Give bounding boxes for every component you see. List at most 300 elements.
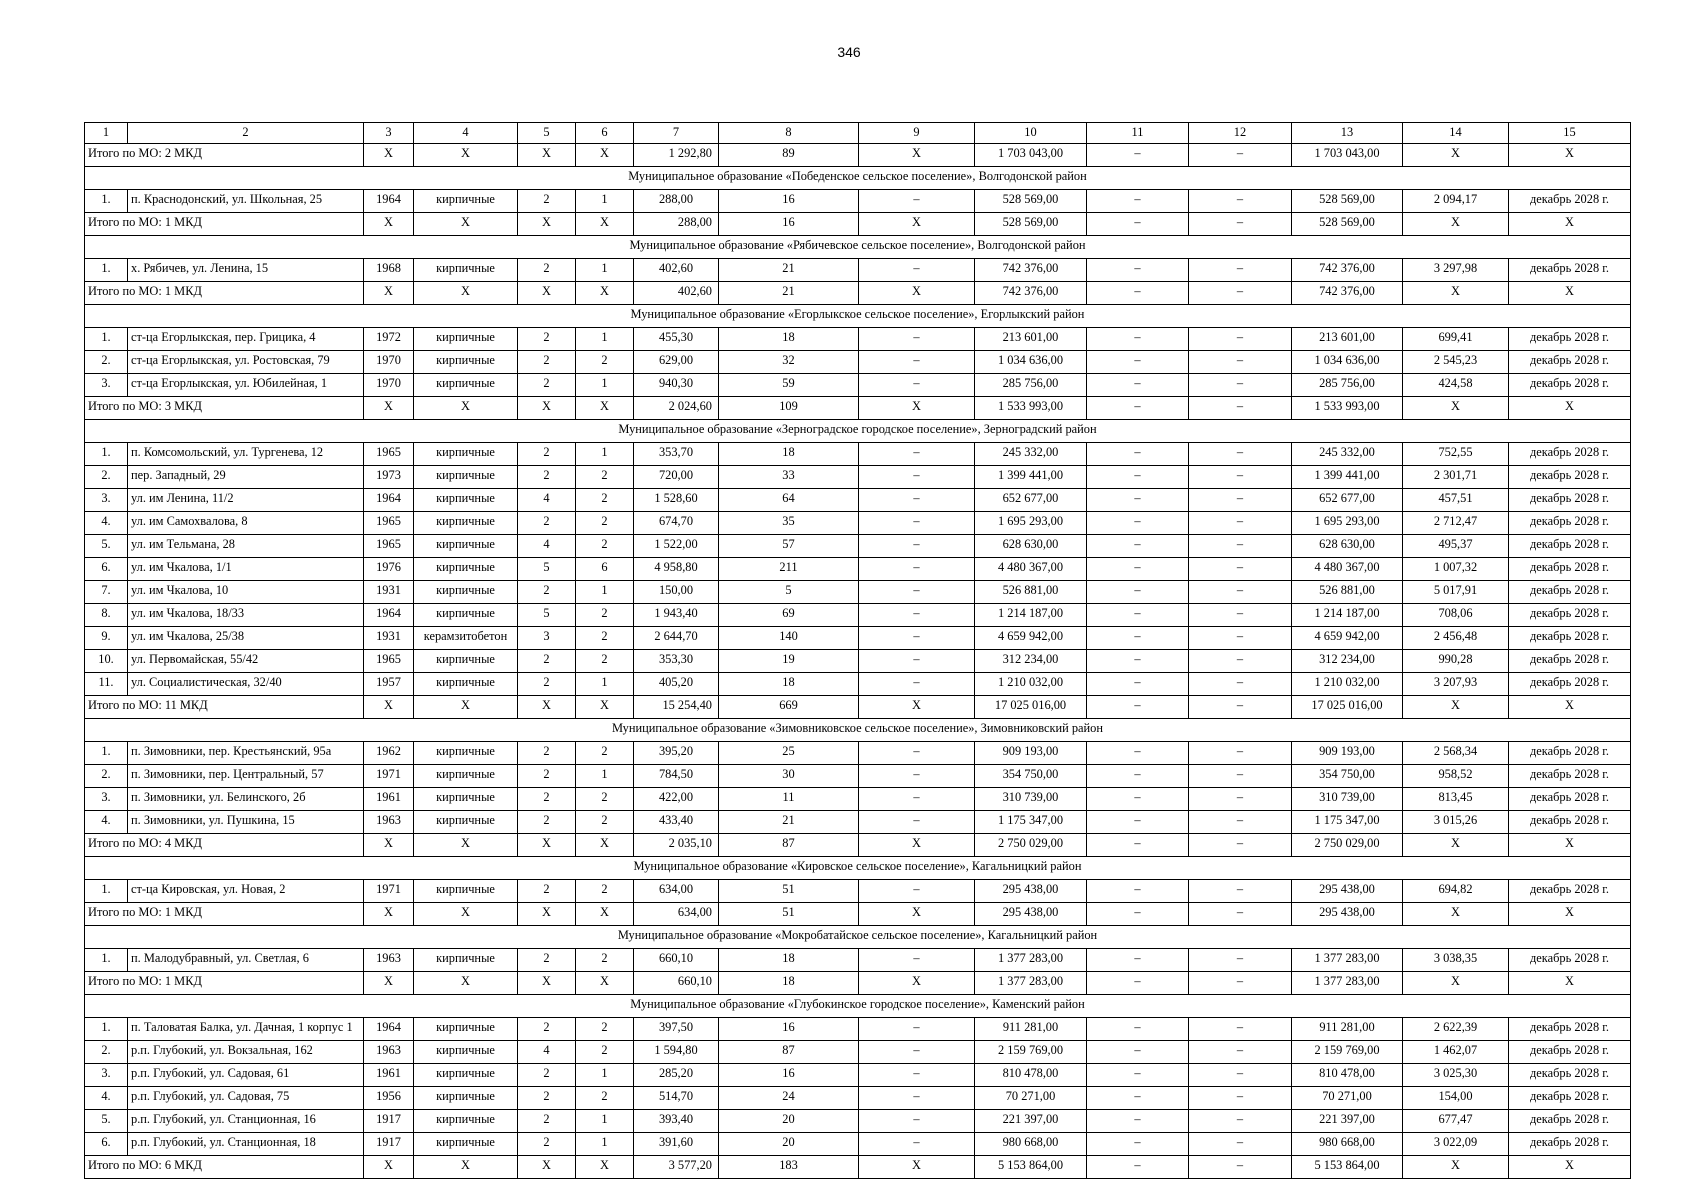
page-number: 346: [837, 44, 861, 60]
table-cell: 1.: [85, 328, 128, 351]
total-cell: X: [576, 282, 634, 305]
table-cell: –: [1189, 880, 1292, 903]
total-label: Итого по МО: 1 МКД: [85, 972, 364, 995]
table-cell: 5 017,91: [1403, 581, 1509, 604]
total-cell: 1 292,80: [634, 144, 719, 167]
table-cell: 2 622,39: [1403, 1018, 1509, 1041]
table-cell: 1963: [364, 811, 414, 834]
total-cell: 109: [719, 397, 859, 420]
table-cell: –: [1189, 1110, 1292, 1133]
total-cell: 5 153 864,00: [975, 1156, 1087, 1179]
table-cell: 1.: [85, 880, 128, 903]
table-cell: 5: [518, 604, 576, 627]
table-header-row: [85, 123, 1631, 144]
table-cell: –: [1087, 1041, 1189, 1064]
table-cell: 2: [518, 1110, 576, 1133]
table-cell: декабрь 2028 г.: [1509, 627, 1631, 650]
table-cell: декабрь 2028 г.: [1509, 604, 1631, 627]
table-cell: 1: [576, 1064, 634, 1087]
total-cell: X: [414, 972, 518, 995]
total-cell: X: [859, 213, 975, 236]
table-cell: –: [859, 765, 975, 788]
table-cell: 87: [719, 1041, 859, 1064]
table-cell: 1917: [364, 1133, 414, 1156]
table-cell: –: [1087, 558, 1189, 581]
address-cell: р.п. Глубокий, ул. Станционная, 18: [128, 1133, 364, 1156]
region-row: [85, 305, 1631, 328]
total-row: [85, 972, 1631, 995]
table-cell: 1 214 187,00: [975, 604, 1087, 627]
table-cell: 652 677,00: [1292, 489, 1403, 512]
table-cell: 2 094,17: [1403, 190, 1509, 213]
table-cell: 18: [719, 673, 859, 696]
table-cell: 245 332,00: [1292, 443, 1403, 466]
table-cell: кирпичные: [414, 1041, 518, 1064]
table-cell: декабрь 2028 г.: [1509, 535, 1631, 558]
table-cell: 312 234,00: [975, 650, 1087, 673]
address-cell: ст-ца Егорлыкская, ул. Юбилейная, 1: [128, 374, 364, 397]
total-cell: 1 703 043,00: [975, 144, 1087, 167]
table-cell: –: [1087, 466, 1189, 489]
address-cell: п. Зимовники, ул. Пушкина, 15: [128, 811, 364, 834]
table-cell: 405,20: [634, 673, 719, 696]
address-cell: п. Таловатая Балка, ул. Дачная, 1 корпус 1: [128, 1018, 364, 1041]
table-cell: кирпичные: [414, 512, 518, 535]
table-cell: –: [1087, 512, 1189, 535]
total-cell: X: [859, 397, 975, 420]
table-cell: 1: [576, 374, 634, 397]
region-heading: Муниципальное образование «Победенское сельское поселение», Волгодонской район: [85, 167, 1631, 190]
total-cell: 669: [719, 696, 859, 719]
total-cell: X: [576, 903, 634, 926]
table-cell: 6.: [85, 1133, 128, 1156]
table-cell: 1970: [364, 374, 414, 397]
table-cell: –: [1189, 604, 1292, 627]
total-cell: X: [518, 397, 576, 420]
total-label: Итого по МО: 11 МКД: [85, 696, 364, 719]
table-cell: –: [1087, 489, 1189, 512]
table-cell: декабрь 2028 г.: [1509, 512, 1631, 535]
address-cell: ул. им Чкалова, 25/38: [128, 627, 364, 650]
table-cell: 2: [576, 627, 634, 650]
table-cell: –: [859, 512, 975, 535]
table-cell: 3 022,09: [1403, 1133, 1509, 1156]
total-cell: 295 438,00: [975, 903, 1087, 926]
table-cell: 1: [576, 190, 634, 213]
table-cell: –: [1189, 1064, 1292, 1087]
header-cell: 14: [1403, 123, 1509, 144]
table-cell: 4 659 942,00: [975, 627, 1087, 650]
table-cell: декабрь 2028 г.: [1509, 742, 1631, 765]
table-cell: 1 399 441,00: [1292, 466, 1403, 489]
total-cell: X: [1509, 144, 1631, 167]
table-cell: –: [1087, 604, 1189, 627]
table-cell: –: [1087, 765, 1189, 788]
table-cell: 1 377 283,00: [975, 949, 1087, 972]
total-cell: X: [859, 144, 975, 167]
table-cell: 2: [518, 443, 576, 466]
table-cell: 1965: [364, 650, 414, 673]
header-cell: 7: [634, 123, 719, 144]
total-row: [85, 397, 1631, 420]
total-cell: X: [414, 1156, 518, 1179]
address-cell: р.п. Глубокий, ул. Садовая, 75: [128, 1087, 364, 1110]
table-cell: 2: [518, 788, 576, 811]
table-cell: 2 568,34: [1403, 742, 1509, 765]
table-cell: 1963: [364, 1041, 414, 1064]
table-cell: 5: [719, 581, 859, 604]
table-cell: декабрь 2028 г.: [1509, 650, 1631, 673]
total-cell: 288,00: [634, 213, 719, 236]
table-cell: 391,60: [634, 1133, 719, 1156]
table-cell: 69: [719, 604, 859, 627]
table-cell: 1 007,32: [1403, 558, 1509, 581]
region-row: [85, 926, 1631, 949]
table-cell: 354 750,00: [1292, 765, 1403, 788]
table-cell: декабрь 2028 г.: [1509, 949, 1631, 972]
region-heading: Муниципальное образование «Зимовниковское сельское поселение», Зимовниковский район: [85, 719, 1631, 742]
table-cell: 2: [576, 351, 634, 374]
table-cell: 2 644,70: [634, 627, 719, 650]
table-cell: 6.: [85, 558, 128, 581]
table-cell: 2: [518, 581, 576, 604]
table-cell: кирпичные: [414, 1110, 518, 1133]
total-label: Итого по МО: 6 МКД: [85, 1156, 364, 1179]
table-cell: 57: [719, 535, 859, 558]
table-cell: 7.: [85, 581, 128, 604]
table-cell: 25: [719, 742, 859, 765]
address-cell: ул. им Чкалова, 10: [128, 581, 364, 604]
table-cell: кирпичные: [414, 765, 518, 788]
table-cell: –: [1087, 443, 1189, 466]
total-cell: X: [576, 972, 634, 995]
total-cell: X: [1509, 834, 1631, 857]
table-cell: 2: [518, 949, 576, 972]
table-cell: 2.: [85, 1041, 128, 1064]
total-row: [85, 213, 1631, 236]
table-cell: 5.: [85, 1110, 128, 1133]
table-cell: 652 677,00: [975, 489, 1087, 512]
table-cell: 1: [576, 443, 634, 466]
table-cell: 32: [719, 351, 859, 374]
region-row: [85, 236, 1631, 259]
table-cell: 4: [518, 489, 576, 512]
total-cell: X: [364, 144, 414, 167]
address-cell: ст-ца Егорлыкская, пер. Грицика, 4: [128, 328, 364, 351]
table-cell: 1 522,00: [634, 535, 719, 558]
table-cell: 742 376,00: [1292, 259, 1403, 282]
table-cell: 2: [576, 1041, 634, 1064]
table-cell: 1: [576, 1133, 634, 1156]
table-cell: –: [859, 788, 975, 811]
table-cell: 18: [719, 443, 859, 466]
table-cell: декабрь 2028 г.: [1509, 1041, 1631, 1064]
address-cell: ул. им Чкалова, 18/33: [128, 604, 364, 627]
table-cell: 2.: [85, 466, 128, 489]
table-cell: –: [1087, 1064, 1189, 1087]
table-cell: 221 397,00: [1292, 1110, 1403, 1133]
region-row: [85, 995, 1631, 1018]
table-cell: –: [859, 1133, 975, 1156]
region-row: [85, 719, 1631, 742]
total-cell: 295 438,00: [1292, 903, 1403, 926]
total-cell: X: [1403, 972, 1509, 995]
table-cell: –: [1189, 328, 1292, 351]
table-cell: 2: [518, 512, 576, 535]
table-cell: –: [859, 1018, 975, 1041]
table-cell: 433,40: [634, 811, 719, 834]
table-cell: 4 480 367,00: [1292, 558, 1403, 581]
total-cell: 87: [719, 834, 859, 857]
table-cell: кирпичные: [414, 443, 518, 466]
table-cell: 8.: [85, 604, 128, 627]
total-cell: X: [1509, 282, 1631, 305]
table-cell: 9.: [85, 627, 128, 650]
total-cell: X: [859, 696, 975, 719]
table-cell: 2: [518, 374, 576, 397]
table-cell: 634,00: [634, 880, 719, 903]
table-cell: 2: [518, 351, 576, 374]
total-cell: –: [1087, 834, 1189, 857]
total-cell: –: [1087, 1156, 1189, 1179]
table-cell: –: [859, 374, 975, 397]
table-cell: 1.: [85, 190, 128, 213]
total-cell: 17 025 016,00: [975, 696, 1087, 719]
total-label: Итого по МО: 1 МКД: [85, 282, 364, 305]
total-cell: 18: [719, 972, 859, 995]
table-cell: –: [1189, 374, 1292, 397]
total-cell: X: [576, 834, 634, 857]
table-cell: 70 271,00: [1292, 1087, 1403, 1110]
table-cell: декабрь 2028 г.: [1509, 489, 1631, 512]
table-cell: 3 015,26: [1403, 811, 1509, 834]
table-cell: 958,52: [1403, 765, 1509, 788]
table-cell: 2: [518, 1018, 576, 1041]
address-cell: р.п. Глубокий, ул. Станционная, 16: [128, 1110, 364, 1133]
region-heading: Муниципальное образование «Рябичевское сельское поселение», Волгодонской район: [85, 236, 1631, 259]
total-cell: 16: [719, 213, 859, 236]
table-cell: –: [1189, 650, 1292, 673]
table-cell: 708,06: [1403, 604, 1509, 627]
table-cell: кирпичные: [414, 811, 518, 834]
table-cell: –: [1189, 949, 1292, 972]
total-cell: –: [1189, 213, 1292, 236]
address-cell: ул. им Ленина, 11/2: [128, 489, 364, 512]
total-cell: X: [518, 213, 576, 236]
table-cell: –: [859, 581, 975, 604]
table-cell: 629,00: [634, 351, 719, 374]
table-cell: 1 943,40: [634, 604, 719, 627]
region-heading: Муниципальное образование «Глубокинское городское поселение», Каменский район: [85, 995, 1631, 1018]
table-row: [85, 351, 1631, 374]
table-cell: 288,00: [634, 190, 719, 213]
table-row: [85, 742, 1631, 765]
table-row: [85, 811, 1631, 834]
table-cell: 1: [576, 673, 634, 696]
table-cell: кирпичные: [414, 351, 518, 374]
table-row: [85, 512, 1631, 535]
header-cell: 2: [128, 123, 364, 144]
table-cell: 2.: [85, 765, 128, 788]
table-cell: 694,82: [1403, 880, 1509, 903]
total-label: Итого по МО: 4 МКД: [85, 834, 364, 857]
region-heading: Муниципальное образование «Мокробатайское сельское поселение», Кагальницкий район: [85, 926, 1631, 949]
table-cell: 810 478,00: [975, 1064, 1087, 1087]
table-cell: 354 750,00: [975, 765, 1087, 788]
table-cell: –: [859, 443, 975, 466]
table-cell: 19: [719, 650, 859, 673]
total-cell: 528 569,00: [975, 213, 1087, 236]
table-cell: –: [1189, 512, 1292, 535]
table-cell: кирпичные: [414, 880, 518, 903]
table-row: [85, 604, 1631, 627]
table-cell: 16: [719, 1018, 859, 1041]
table-cell: 1.: [85, 949, 128, 972]
table-cell: кирпичные: [414, 1018, 518, 1041]
total-cell: X: [1509, 972, 1631, 995]
table-cell: 1965: [364, 512, 414, 535]
table-cell: –: [1087, 627, 1189, 650]
total-cell: 1 533 993,00: [1292, 397, 1403, 420]
table-cell: 3.: [85, 374, 128, 397]
table-cell: 1931: [364, 627, 414, 650]
table-cell: 1 695 293,00: [975, 512, 1087, 535]
table-cell: 1965: [364, 443, 414, 466]
total-cell: 183: [719, 1156, 859, 1179]
table-cell: 1961: [364, 1064, 414, 1087]
total-cell: 1 703 043,00: [1292, 144, 1403, 167]
table-cell: 1 210 032,00: [1292, 673, 1403, 696]
total-cell: 21: [719, 282, 859, 305]
table-cell: 2: [518, 673, 576, 696]
table-cell: –: [859, 1110, 975, 1133]
table-cell: 150,00: [634, 581, 719, 604]
table-cell: 3.: [85, 489, 128, 512]
table-cell: 1: [576, 765, 634, 788]
total-cell: –: [1189, 397, 1292, 420]
table-cell: 1964: [364, 1018, 414, 1041]
total-cell: X: [364, 1156, 414, 1179]
table-cell: 2: [518, 650, 576, 673]
table-cell: 2: [576, 880, 634, 903]
table-cell: 752,55: [1403, 443, 1509, 466]
table-cell: 2 712,47: [1403, 512, 1509, 535]
table-cell: 528 569,00: [1292, 190, 1403, 213]
table-cell: 5.: [85, 535, 128, 558]
table-cell: 402,60: [634, 259, 719, 282]
total-cell: X: [414, 213, 518, 236]
total-cell: X: [414, 903, 518, 926]
table-cell: 2: [518, 811, 576, 834]
table-row: [85, 489, 1631, 512]
table-cell: –: [859, 604, 975, 627]
total-cell: X: [518, 903, 576, 926]
table-cell: 1.: [85, 443, 128, 466]
total-cell: X: [859, 834, 975, 857]
total-cell: –: [1087, 213, 1189, 236]
total-cell: X: [859, 972, 975, 995]
header-cell: 11: [1087, 123, 1189, 144]
table-cell: 628 630,00: [1292, 535, 1403, 558]
total-cell: 2 750 029,00: [1292, 834, 1403, 857]
table-cell: декабрь 2028 г.: [1509, 673, 1631, 696]
total-row: [85, 1156, 1631, 1179]
total-cell: –: [1189, 834, 1292, 857]
table-cell: 1 399 441,00: [975, 466, 1087, 489]
total-cell: 17 025 016,00: [1292, 696, 1403, 719]
table-cell: 2: [576, 811, 634, 834]
total-cell: –: [1189, 282, 1292, 305]
address-cell: п. Зимовники, пер. Центральный, 57: [128, 765, 364, 788]
total-cell: 2 750 029,00: [975, 834, 1087, 857]
table-cell: –: [859, 558, 975, 581]
total-cell: 2 035,10: [634, 834, 719, 857]
header-cell: 3: [364, 123, 414, 144]
total-cell: 89: [719, 144, 859, 167]
region-heading: Муниципальное образование «Егорлыкское сельское поселение», Егорлыкский район: [85, 305, 1631, 328]
table-cell: кирпичные: [414, 535, 518, 558]
table-cell: кирпичные: [414, 1064, 518, 1087]
table-cell: 35: [719, 512, 859, 535]
table-cell: кирпичные: [414, 604, 518, 627]
table-cell: 21: [719, 259, 859, 282]
table-cell: 4 480 367,00: [975, 558, 1087, 581]
table-cell: –: [859, 535, 975, 558]
total-cell: 742 376,00: [1292, 282, 1403, 305]
table-cell: 154,00: [1403, 1087, 1509, 1110]
region-row: [85, 167, 1631, 190]
table-cell: 1 214 187,00: [1292, 604, 1403, 627]
table-row: [85, 466, 1631, 489]
table-row: [85, 558, 1631, 581]
total-cell: X: [364, 903, 414, 926]
header-cell: 4: [414, 123, 518, 144]
table-cell: –: [1189, 1133, 1292, 1156]
table-cell: 2: [518, 328, 576, 351]
table-cell: 3 207,93: [1403, 673, 1509, 696]
total-label: Итого по МО: 1 МКД: [85, 903, 364, 926]
total-cell: –: [1087, 282, 1189, 305]
table-cell: декабрь 2028 г.: [1509, 374, 1631, 397]
table-cell: 909 193,00: [1292, 742, 1403, 765]
table-cell: 526 881,00: [1292, 581, 1403, 604]
table-cell: 1968: [364, 259, 414, 282]
table-cell: 1964: [364, 190, 414, 213]
header-cell: 5: [518, 123, 576, 144]
total-cell: X: [364, 282, 414, 305]
header-cell: 9: [859, 123, 975, 144]
total-cell: X: [1403, 696, 1509, 719]
total-cell: X: [576, 1156, 634, 1179]
table-cell: 4 958,80: [634, 558, 719, 581]
header-cell: 13: [1292, 123, 1403, 144]
table-cell: 3: [518, 627, 576, 650]
table-cell: 1: [576, 328, 634, 351]
table-cell: 64: [719, 489, 859, 512]
table-cell: –: [1087, 535, 1189, 558]
total-cell: –: [1189, 144, 1292, 167]
table-cell: 2: [576, 650, 634, 673]
table-cell: –: [1087, 1087, 1189, 1110]
address-cell: п. Малодубравный, ул. Светлая, 6: [128, 949, 364, 972]
table-cell: 784,50: [634, 765, 719, 788]
table-cell: 2 159 769,00: [1292, 1041, 1403, 1064]
table-cell: 353,30: [634, 650, 719, 673]
total-cell: X: [518, 282, 576, 305]
table-row: [85, 535, 1631, 558]
table-cell: –: [1189, 788, 1292, 811]
table-cell: кирпичные: [414, 374, 518, 397]
